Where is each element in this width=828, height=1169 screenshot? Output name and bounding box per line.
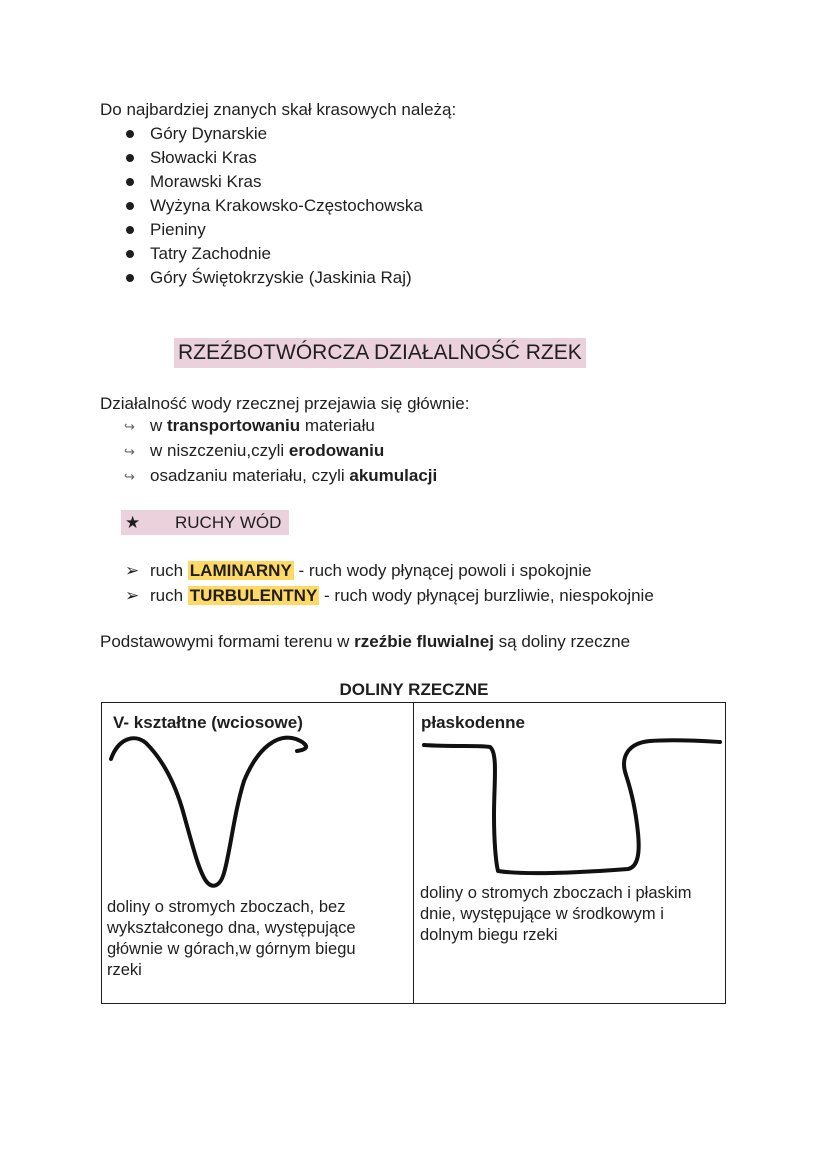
activity-list <box>124 414 437 489</box>
bullet-icon <box>126 202 134 210</box>
movements-list <box>125 558 654 608</box>
list-item: ↪ w niszczeniu,czyli erodowaniu <box>124 439 437 464</box>
list-item: Wyżyna Krakowsko-Częstochowska <box>126 194 423 218</box>
list-item: Słowacki Kras <box>126 146 423 170</box>
list-item: Tatry Zachodnie <box>126 242 423 266</box>
arrowhead-icon: ➢ <box>125 586 140 605</box>
list-item: Góry Świętokrzyskie (Jaskinia Raj) <box>126 266 423 290</box>
star-icon: ★ <box>125 513 141 532</box>
flat-valley-sketch <box>414 703 725 903</box>
activity-intro: Działalność wody rzecznej przejawia się głównie: <box>100 394 470 413</box>
list-item: ↪ osadzaniu materiału, czyli akumulacji <box>124 464 437 489</box>
bullet-icon <box>126 130 134 138</box>
table-title: DOLINY RZECZNE <box>339 680 489 699</box>
list-item: ➢ ruch LAMINARNY - ruch wody płynącej powoli i spokojnie <box>125 558 654 583</box>
bullet-icon <box>126 154 134 162</box>
list-item: Góry Dynarskie <box>126 122 423 146</box>
subheading: RUCHY WÓD <box>175 513 282 532</box>
highlight-term: LAMINARNY <box>189 561 292 580</box>
valleys-table <box>101 702 726 1004</box>
flat-valley-description: doliny o stromych zboczach i płaskim dnie, występujące w środkowym i dolnym biegu rzeki <box>420 884 692 944</box>
v-valley-description: doliny o stromych zboczach, bez wykształconego dna, występujące głównie w górach,w górnym biegu rzeki <box>107 898 356 979</box>
section-heading: RZEŹBOTWÓRCZA DZIAŁALNOŚĆ RZEK <box>174 338 586 368</box>
subheading-row <box>121 510 289 535</box>
intro-text: Do najbardziej znanych skał krasowych należą: <box>100 100 457 119</box>
karst-list <box>126 122 423 290</box>
v-valley-header: V- kształtne (wciosowe) <box>113 713 303 732</box>
bullet-icon <box>126 226 134 234</box>
forms-text: Podstawowymi formami terenu w rzeźbie fluwialnej są doliny rzeczne <box>100 632 631 651</box>
list-item: ➢ ruch TURBULENTNY - ruch wody płynącej burzliwie, niespokojnie <box>125 583 654 608</box>
bullet-icon <box>126 274 134 282</box>
bullet-icon <box>126 178 134 186</box>
arrowhead-icon: ➢ <box>125 561 140 580</box>
list-item: Pieniny <box>126 218 423 242</box>
bullet-icon <box>126 250 134 258</box>
curved-arrow-icon: ↪ <box>124 469 135 484</box>
list-item: ↪ w transportowaniu materiału <box>124 414 437 439</box>
curved-arrow-icon: ↪ <box>124 444 135 459</box>
curved-arrow-icon: ↪ <box>124 419 135 434</box>
flat-valley-header: płaskodenne <box>421 713 525 732</box>
v-valley-sketch <box>102 703 413 903</box>
list-item: Morawski Kras <box>126 170 423 194</box>
highlight-term: TURBULENTNY <box>189 586 318 605</box>
